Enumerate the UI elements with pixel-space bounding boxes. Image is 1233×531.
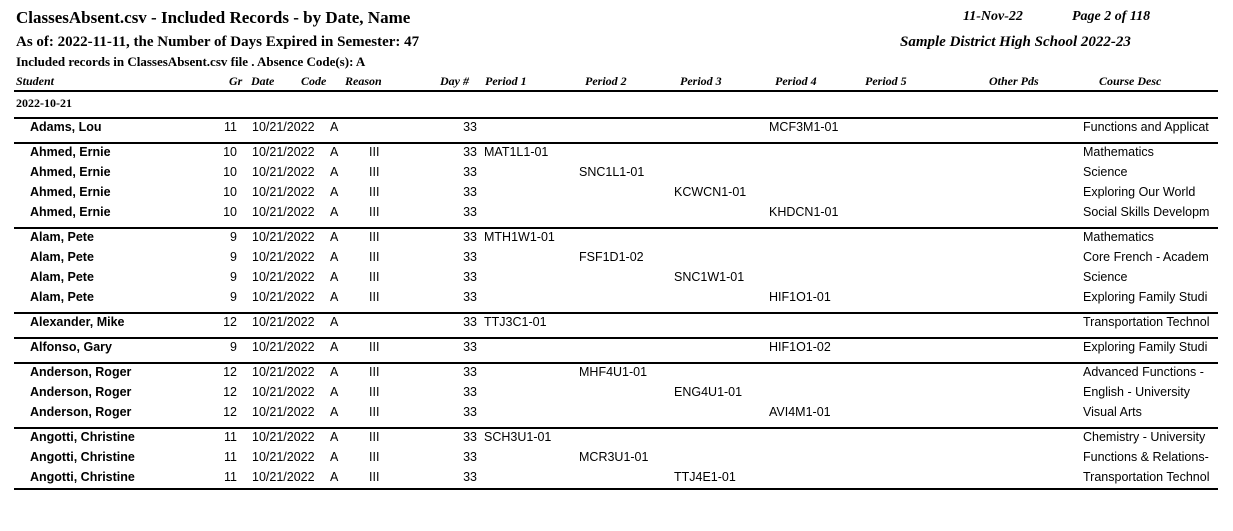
table-row [0,250,1233,270]
cell-grade: 10 [223,145,237,159]
cell-period-3: SNC1W1-01 [674,270,745,284]
cell-student: Alfonso, Gary [30,340,112,354]
cell-day-number: 33 [463,270,477,284]
cell-code: A [330,165,339,179]
cell-date: 10/21/2022 [252,120,315,134]
cell-grade: 9 [230,270,237,284]
cell-grade: 10 [223,185,237,199]
cell-reason: III [369,230,380,244]
col-period-2: Period 2 [585,74,627,88]
cell-grade: 11 [224,450,237,464]
page-number: Page 2 of 118 [1072,9,1151,24]
cell-course-desc: Science [1083,165,1128,179]
table-row [0,165,1233,185]
cell-grade: 11 [224,430,237,444]
school-name: Sample District High School 2022-23 [900,34,1131,50]
cell-period-2: SNC1L1-01 [579,165,645,179]
cell-grade: 10 [223,165,237,179]
cell-period-4: HIF1O1-01 [769,290,831,304]
cell-period-1: MAT1L1-01 [484,145,549,159]
cell-student: Angotti, Christine [30,430,135,444]
col-other-pds: Other Pds [989,74,1039,88]
cell-grade: 11 [224,470,237,484]
report-title: ClassesAbsent.csv - Included Records - by Date, Name [16,8,411,27]
cell-day-number: 33 [463,365,477,379]
included-records-line: Included records in ClassesAbsent.csv file . Absence Code(s): A [16,54,366,69]
table-row [0,430,1233,450]
cell-student: Anderson, Roger [30,385,132,399]
cell-date: 10/21/2022 [252,315,315,329]
cell-day-number: 33 [463,250,477,264]
cell-code: A [330,365,339,379]
group-separator [14,142,1218,144]
cell-code: A [330,205,339,219]
cell-code: A [330,430,339,444]
cell-course-desc: Advanced Functions - [1083,365,1204,379]
cell-course-desc: Transportation Technol [1083,470,1210,484]
cell-code: A [330,250,339,264]
cell-student: Adams, Lou [30,120,102,134]
cell-course-desc: Functions & Relations- [1083,450,1209,464]
col-reason: Reason [345,74,382,88]
cell-day-number: 33 [463,315,477,329]
cell-period-3: ENG4U1-01 [674,385,743,399]
print-date: 11-Nov-22 [963,9,1023,24]
cell-grade: 12 [223,365,237,379]
col-gr: Gr [229,74,243,88]
cell-code: A [330,230,339,244]
cell-course-desc: Exploring Our World [1083,185,1196,199]
header-rule [14,90,1218,92]
table-row [0,270,1233,290]
cell-period-3: KCWCN1-01 [674,185,747,199]
cell-reason: III [369,430,380,444]
table-row [0,185,1233,205]
as-of-line: As of: 2022-11-11, the Number of Days Expired in Semester: 47 [16,34,420,50]
cell-period-4: MCF3M1-01 [769,120,839,134]
cell-period-4: KHDCN1-01 [769,205,839,219]
col-period-3: Period 3 [680,74,722,88]
cell-reason: III [369,385,380,399]
table-row [0,450,1233,470]
cell-date: 10/21/2022 [252,165,315,179]
table-row [0,230,1233,250]
cell-date: 10/21/2022 [252,145,315,159]
cell-reason: III [369,405,380,419]
group-separator [14,362,1218,364]
cell-reason: III [369,165,380,179]
col-period-4: Period 4 [775,74,817,88]
cell-period-1: SCH3U1-01 [484,430,552,444]
group-separator [14,312,1218,314]
cell-date: 10/21/2022 [252,340,315,354]
cell-student: Alam, Pete [30,270,94,284]
cell-period-4: HIF1O1-02 [769,340,831,354]
cell-day-number: 33 [463,430,477,444]
cell-date: 10/21/2022 [252,365,315,379]
cell-course-desc: Science [1083,270,1128,284]
group-separator [14,227,1218,229]
cell-day-number: 33 [463,120,477,134]
table-row [0,470,1233,490]
cell-code: A [330,270,339,284]
cell-course-desc: Functions and Applicat [1083,120,1209,134]
table-row [0,365,1233,385]
cell-reason: III [369,340,380,354]
cell-course-desc: Exploring Family Studi [1083,340,1208,354]
col-day: Day # [440,74,469,88]
cell-date: 10/21/2022 [252,230,315,244]
cell-date: 10/21/2022 [252,450,315,464]
cell-course-desc: Social Skills Developm [1083,205,1210,219]
cell-period-4: AVI4M1-01 [769,405,831,419]
cell-day-number: 33 [463,450,477,464]
cell-reason: III [369,185,380,199]
cell-date: 10/21/2022 [252,430,315,444]
cell-day-number: 33 [463,405,477,419]
cell-grade: 10 [223,205,237,219]
table-row [0,290,1233,310]
cell-reason: III [369,145,380,159]
cell-student: Alam, Pete [30,290,94,304]
cell-day-number: 33 [463,165,477,179]
cell-period-3: TTJ4E1-01 [674,470,736,484]
cell-grade: 9 [230,250,237,264]
cell-code: A [330,470,339,484]
col-period-5: Period 5 [865,74,907,88]
cell-student: Alam, Pete [30,250,94,264]
cell-grade: 12 [223,405,237,419]
table-row [0,385,1233,405]
group-date-heading: 2022-10-21 [16,96,72,110]
cell-grade: 11 [224,120,237,134]
cell-day-number: 33 [463,145,477,159]
cell-student: Ahmed, Ernie [30,205,111,219]
cell-grade: 12 [223,385,237,399]
cell-day-number: 33 [463,290,477,304]
cell-period-2: MHF4U1-01 [579,365,648,379]
cell-code: A [330,145,339,159]
cell-reason: III [369,270,380,284]
cell-reason: III [369,470,380,484]
group-separator [14,337,1218,339]
cell-reason: III [369,365,380,379]
cell-date: 10/21/2022 [252,405,315,419]
table-row [0,145,1233,165]
cell-date: 10/21/2022 [252,205,315,219]
cell-student: Anderson, Roger [30,365,132,379]
cell-code: A [330,340,339,354]
cell-course-desc: Exploring Family Studi [1083,290,1208,304]
table-row [0,120,1233,140]
table-row [0,340,1233,360]
cell-reason: III [369,250,380,264]
group-separator [14,117,1218,119]
cell-student: Ahmed, Ernie [30,165,111,179]
table-row [0,205,1233,225]
table-row [0,405,1233,425]
cell-day-number: 33 [463,230,477,244]
cell-student: Angotti, Christine [30,470,135,484]
cell-course-desc: Chemistry - University [1083,430,1206,444]
cell-student: Anderson, Roger [30,405,132,419]
col-course-desc: Course Desc [1099,74,1162,88]
cell-code: A [330,450,339,464]
table-row [0,315,1233,335]
cell-date: 10/21/2022 [252,290,315,304]
col-period-1: Period 1 [485,74,527,88]
cell-student: Alam, Pete [30,230,94,244]
cell-day-number: 33 [463,205,477,219]
cell-student: Angotti, Christine [30,450,135,464]
cell-date: 10/21/2022 [252,270,315,284]
col-code: Code [301,74,327,88]
cell-grade: 9 [230,230,237,244]
cell-course-desc: Core French - Academ [1083,250,1209,264]
cell-student: Ahmed, Ernie [30,185,111,199]
cell-day-number: 33 [463,185,477,199]
cell-course-desc: Visual Arts [1083,405,1142,419]
cell-period-1: MTH1W1-01 [484,230,555,244]
cell-period-2: FSF1D1-02 [579,250,644,264]
group-separator [14,427,1218,429]
cell-day-number: 33 [463,470,477,484]
cell-date: 10/21/2022 [252,185,315,199]
cell-student: Ahmed, Ernie [30,145,111,159]
cell-student: Alexander, Mike [30,315,125,329]
cell-reason: III [369,450,380,464]
cell-date: 10/21/2022 [252,470,315,484]
cell-course-desc: Mathematics [1083,230,1154,244]
cell-reason: III [369,205,380,219]
cell-grade: 12 [223,315,237,329]
cell-course-desc: Transportation Technol [1083,315,1210,329]
cell-code: A [330,315,339,329]
col-student: Student [16,74,55,88]
cell-grade: 9 [230,340,237,354]
cell-course-desc: Mathematics [1083,145,1154,159]
cell-code: A [330,120,339,134]
cell-code: A [330,185,339,199]
cell-code: A [330,405,339,419]
col-date: Date [251,74,275,88]
cell-code: A [330,290,339,304]
cell-reason: III [369,290,380,304]
cell-code: A [330,385,339,399]
cell-grade: 9 [230,290,237,304]
cell-period-1: TTJ3C1-01 [484,315,547,329]
cell-date: 10/21/2022 [252,385,315,399]
cell-period-2: MCR3U1-01 [579,450,649,464]
cell-course-desc: English - University [1083,385,1190,399]
cell-date: 10/21/2022 [252,250,315,264]
cell-day-number: 33 [463,385,477,399]
cell-day-number: 33 [463,340,477,354]
